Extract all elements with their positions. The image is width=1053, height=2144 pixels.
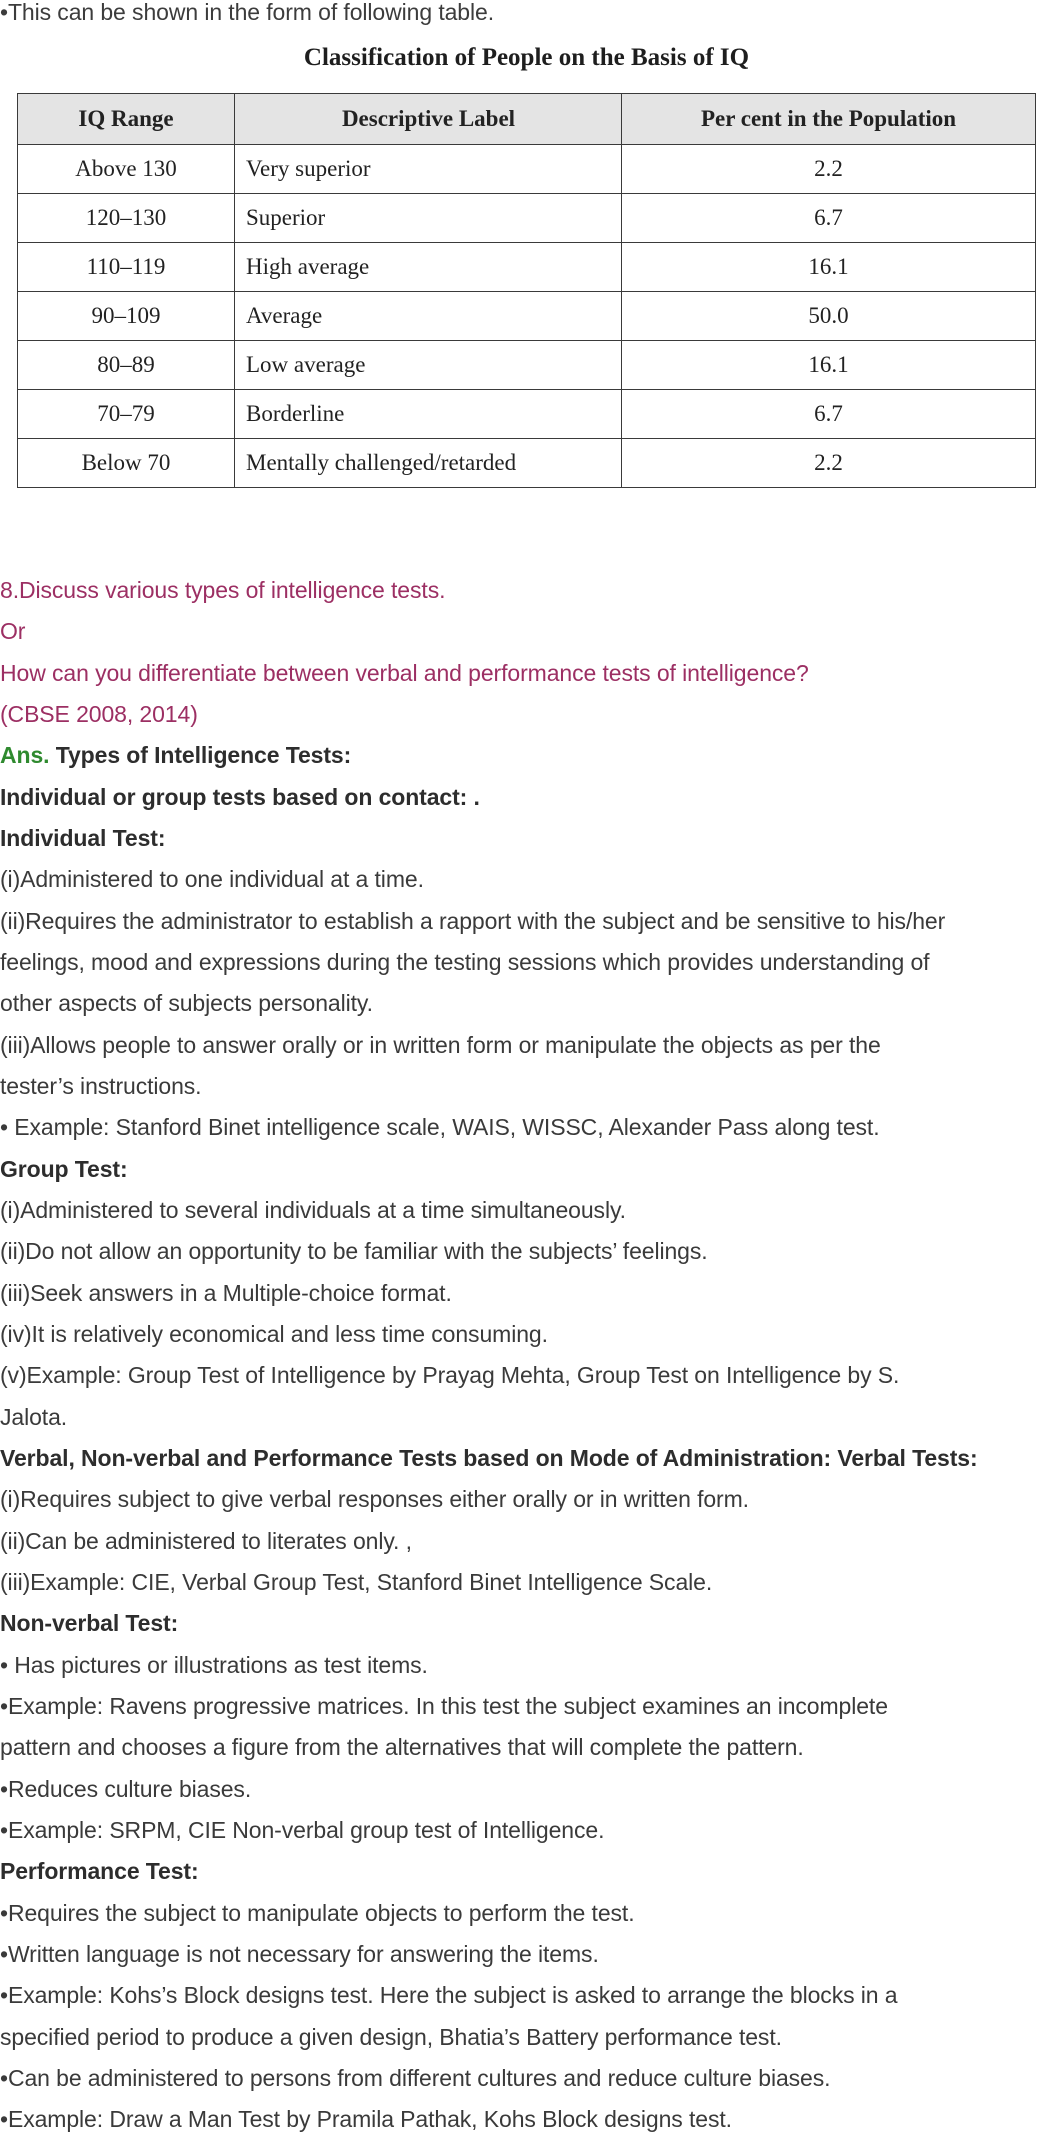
list-item-continued: tester’s instructions. bbox=[0, 1073, 202, 1099]
list-item: •Example: SRPM, CIE Non-verbal group test of Intelligence. bbox=[0, 1817, 605, 1843]
cell-iq-range: 120–130 bbox=[18, 194, 235, 243]
table-row bbox=[18, 145, 1036, 194]
cell-label: Average bbox=[235, 292, 622, 341]
performance-test-heading: Performance Test: bbox=[0, 1858, 199, 1884]
list-item: • Example: Stanford Binet intelligence scale, WAIS, WISSC, Alexander Pass along test. bbox=[0, 1114, 880, 1140]
question-alternative: How can you differentiate between verbal and performance tests of intelligence? bbox=[0, 660, 809, 686]
cell-label: Low average bbox=[235, 341, 622, 390]
answer-heading bbox=[0, 740, 351, 770]
cell-label: High average bbox=[235, 243, 622, 292]
table-row bbox=[18, 243, 1036, 292]
table-title: Classification of People on the Basis of IQ bbox=[303, 44, 750, 71]
list-item: (iii)Allows people to answer orally or in written form or manipulate the objects as per the bbox=[0, 1032, 881, 1058]
column-header-percent-population: Per cent in the Population bbox=[622, 94, 1036, 145]
list-item: (i)Requires subject to give verbal responses either orally or in written form. bbox=[0, 1486, 749, 1512]
list-item: (i)Administered to several individuals at a time simultaneously. bbox=[0, 1197, 626, 1223]
list-item: •Reduces culture biases. bbox=[0, 1776, 252, 1802]
list-item: (i)Administered to one individual at a time. bbox=[0, 866, 424, 892]
table-row bbox=[18, 194, 1036, 243]
cell-percent: 50.0 bbox=[622, 292, 1036, 341]
cell-iq-range: Above 130 bbox=[18, 145, 235, 194]
list-item: •Example: Ravens progressive matrices. In this test the subject examines an incomplete bbox=[0, 1693, 888, 1719]
question-or: Or bbox=[0, 618, 26, 644]
list-item-continued: Jalota. bbox=[0, 1404, 68, 1430]
cell-percent: 6.7 bbox=[622, 390, 1036, 439]
iq-classification-table bbox=[17, 93, 1036, 488]
table-row bbox=[18, 439, 1036, 488]
table-row bbox=[18, 390, 1036, 439]
list-item: (ii)Do not allow an opportunity to be familiar with the subjects’ feelings. bbox=[0, 1238, 708, 1264]
list-item: (v)Example: Group Test of Intelligence by Prayag Mehta, Group Test on Intelligence by S. bbox=[0, 1362, 900, 1388]
table-row bbox=[18, 341, 1036, 390]
cell-percent: 16.1 bbox=[622, 341, 1036, 390]
cell-percent: 6.7 bbox=[622, 194, 1036, 243]
list-item: (ii)Can be administered to literates only. , bbox=[0, 1528, 412, 1554]
question-source: (CBSE 2008, 2014) bbox=[0, 701, 198, 727]
list-item-continued: feelings, mood and expressions during the testing sessions which provides understanding of bbox=[0, 949, 930, 975]
list-item: •Can be administered to persons from different cultures and reduce culture biases. bbox=[0, 2065, 831, 2091]
column-header-descriptive-label: Descriptive Label bbox=[235, 94, 622, 145]
cell-percent: 16.1 bbox=[622, 243, 1036, 292]
list-item: (iv)It is relatively economical and less time consuming. bbox=[0, 1321, 548, 1347]
nonverbal-test-heading: Non-verbal Test: bbox=[0, 1610, 179, 1636]
list-item: •Example: Kohs’s Block designs test. Here the subject is asked to arrange the blocks in a bbox=[0, 1982, 898, 2008]
list-item: • Has pictures or illustrations as test items. bbox=[0, 1652, 428, 1678]
list-item-continued: other aspects of subjects personality. bbox=[0, 990, 373, 1016]
list-item: (iii)Seek answers in a Multiple-choice format. bbox=[0, 1280, 452, 1306]
list-item: (iii)Example: CIE, Verbal Group Test, Stanford Binet Intelligence Scale. bbox=[0, 1569, 713, 1595]
group-test-heading: Group Test: bbox=[0, 1156, 128, 1182]
list-item: •Written language is not necessary for answering the items. bbox=[0, 1941, 599, 1967]
cell-label: Borderline bbox=[235, 390, 622, 439]
cell-label: Superior bbox=[235, 194, 622, 243]
cell-iq-range: Below 70 bbox=[18, 439, 235, 488]
cell-label: Very superior bbox=[235, 145, 622, 194]
list-item: •Requires the subject to manipulate objects to perform the test. bbox=[0, 1900, 635, 1926]
column-header-iq-range: IQ Range bbox=[18, 94, 235, 145]
individual-test-heading: Individual Test: bbox=[0, 825, 166, 851]
list-item: (ii)Requires the administrator to establish a rapport with the subject and be sensitive to his/her bbox=[0, 908, 946, 934]
cell-iq-range: 70–79 bbox=[18, 390, 235, 439]
cell-percent: 2.2 bbox=[622, 439, 1036, 488]
cell-iq-range: 80–89 bbox=[18, 341, 235, 390]
cell-percent: 2.2 bbox=[622, 145, 1036, 194]
mode-heading: Verbal, Non-verbal and Performance Tests based on Mode of Administration: Verbal Tests: bbox=[0, 1445, 978, 1471]
intro-text: •This can be shown in the form of following table. bbox=[0, 0, 494, 25]
question-heading: 8.Discuss various types of intelligence tests. bbox=[0, 577, 446, 603]
cell-label: Mentally challenged/retarded bbox=[235, 439, 622, 488]
list-item: •Example: Draw a Man Test by Pramila Pathak, Kohs Block designs test. bbox=[0, 2106, 732, 2132]
cell-iq-range: 110–119 bbox=[18, 243, 235, 292]
list-item-continued: specified period to produce a given design, Bhatia’s Battery performance test. bbox=[0, 2024, 782, 2050]
answer-label: Ans. bbox=[0, 742, 50, 768]
answer-heading-text: Types of Intelligence Tests: bbox=[49, 742, 352, 768]
table-row bbox=[18, 292, 1036, 341]
cell-iq-range: 90–109 bbox=[18, 292, 235, 341]
table-header-row bbox=[18, 94, 1036, 145]
list-item-continued: pattern and chooses a figure from the alternatives that will complete the pattern. bbox=[0, 1734, 804, 1760]
contact-heading: Individual or group tests based on contact: . bbox=[0, 784, 480, 810]
